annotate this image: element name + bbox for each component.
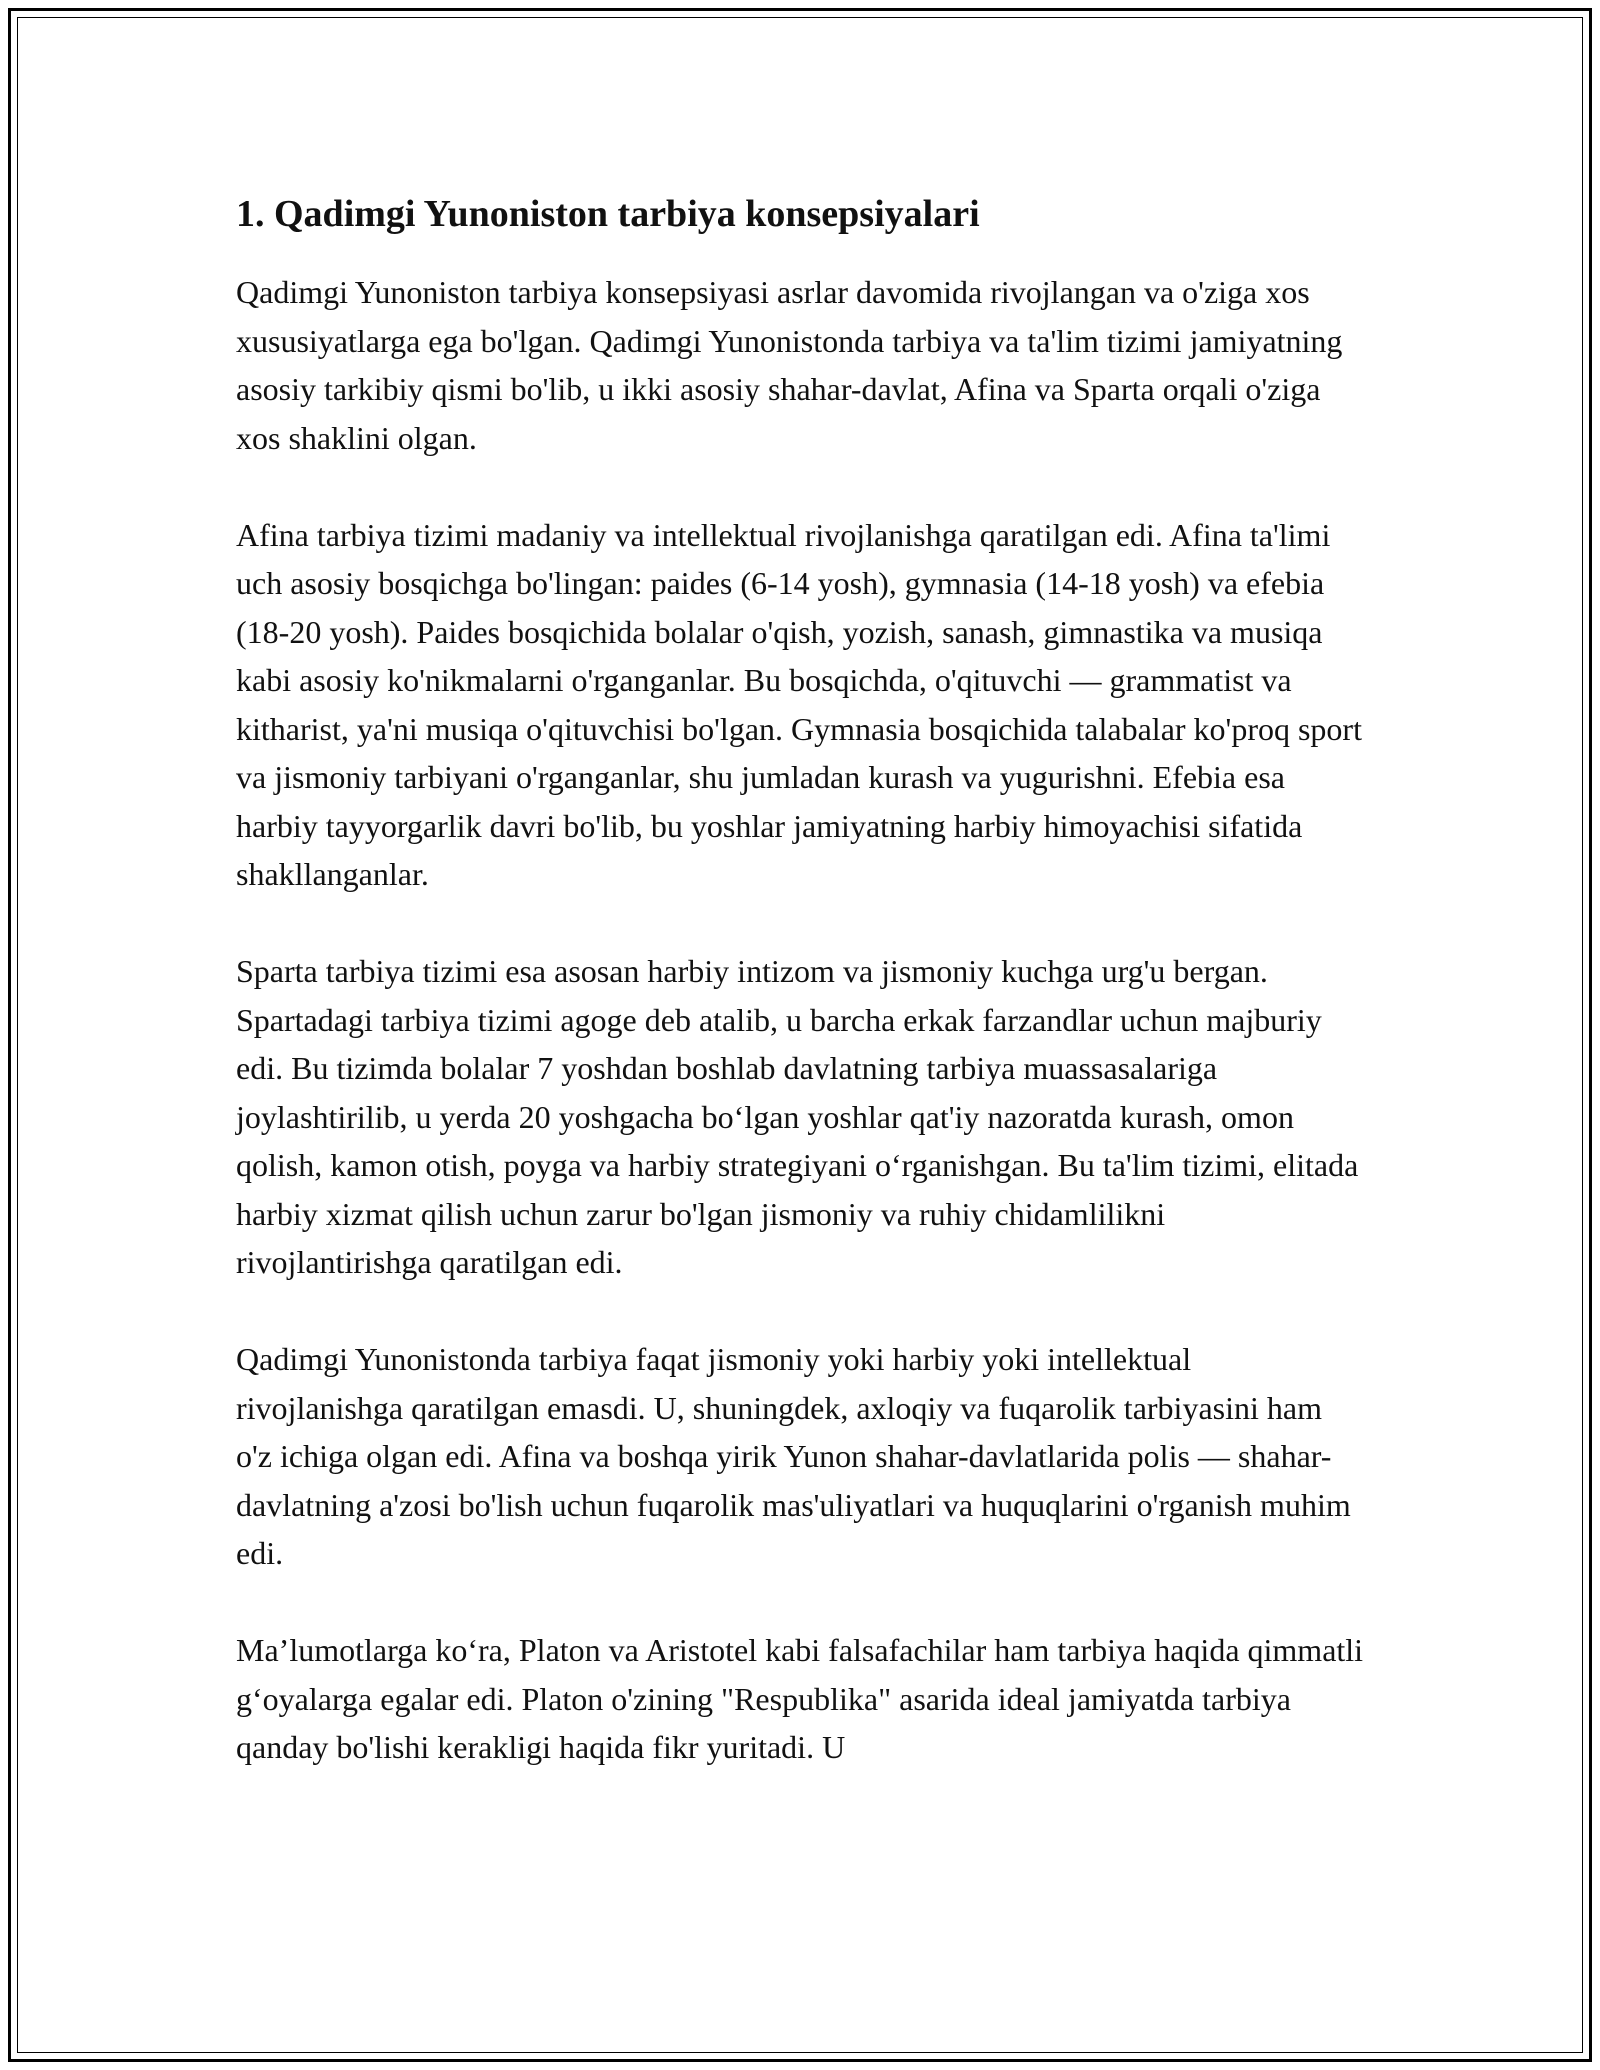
- paragraph-civic: Qadimgi Yunonistonda tarbiya faqat jismoniy yoki harbiy yoki intellektual rivojlanishga qaratilgan emasdi. U, shuningdek, axloqiy va fuqarolik tarbiyasini ham o'z ichiga olgan edi. Afina va boshqa yirik Yunon shahar-davlatlarida polis — shahar-davlatning a'zosi bo'lish uchun fuqarolik mas'uliyatlari va huquqlarini o'rganish muhim edi.: [236, 1341, 1351, 1571]
- section-heading: 1. Qadimgi Yunoniston tarbiya konsepsiyalari: [236, 193, 980, 235]
- paragraph-intro: Qadimgi Yunoniston tarbiya konsepsiyasi asrlar davomida rivojlangan va o'ziga xos xususiyatlarga ega bo'lgan. Qadimgi Yunonistonda tarbiya va ta'lim tizimi jamiyatning asosiy tarkibiy qismi bo'lib, u ikki asosiy shahar-davlat, Afina va Sparta orqali o'ziga xos shaklini olgan.: [236, 274, 1343, 456]
- paragraph-athens: Afina tarbiya tizimi madaniy va intellektual rivojlanishga qaratilgan edi. Afina ta'limi uch asosiy bosqichga bo'lingan: paides (6-14 yosh), gymnasia (14-18 yosh) va efebia (18-20 yosh). Paides bosqichida bolalar o'qish, yozish, sanash, gimnastika va musiqa kabi asosiy ko'nikmalarni o'rganganlar. Bu bosqichda, o'qituvchi — grammatist va kitharist, ya'ni musiqa o'qituvchisi bo'lgan. Gymnasia bosqichida talabalar ko'proq sport va jismoniy tarbiyani o'rganganlar, shu jumladan kurash va yugurishni. Efebia esa harbiy tayyorgarlik davri bo'lib, bu yoshlar jamiyatning harbiy himoyachisi sifatida shakllanganlar.: [236, 516, 1362, 892]
- paragraph-philosophers: Ma’lumotlarga ko‘ra, Platon va Aristotel kabi falsafachilar ham tarbiya haqida qimmatli g‘oyalarga egalar edi. Platon o'zining "Respublika" asarida ideal jamiyatda tarbiya qanday bo'lishi kerakligi haqida fikr yuritadi. U: [236, 1632, 1364, 1765]
- document-body: [236, 188, 1364, 1772]
- paragraph-sparta: Sparta tarbiya tizimi esa asosan harbiy intizom va jismoniy kuchga urg'u bergan. Spartadagi tarbiya tizimi agoge deb atalib, u barcha erkak farzandlar uchun majburiy edi. Bu tizimda bolalar 7 yoshdan boshlab davlatning tarbiya muassasalariga joylashtirilib, u yerda 20 yoshgacha bo‘lgan yoshlar qat'iy nazoratda kurash, omon qolish, kamon otish, poyga va harbiy strategiyani o‘rganishgan. Bu ta'lim tizimi, elitada harbiy xizmat qilish uchun zarur bo'lgan jismoniy va ruhiy chidamlilikni rivojlantirishga qaratilgan edi.: [236, 953, 1359, 1280]
